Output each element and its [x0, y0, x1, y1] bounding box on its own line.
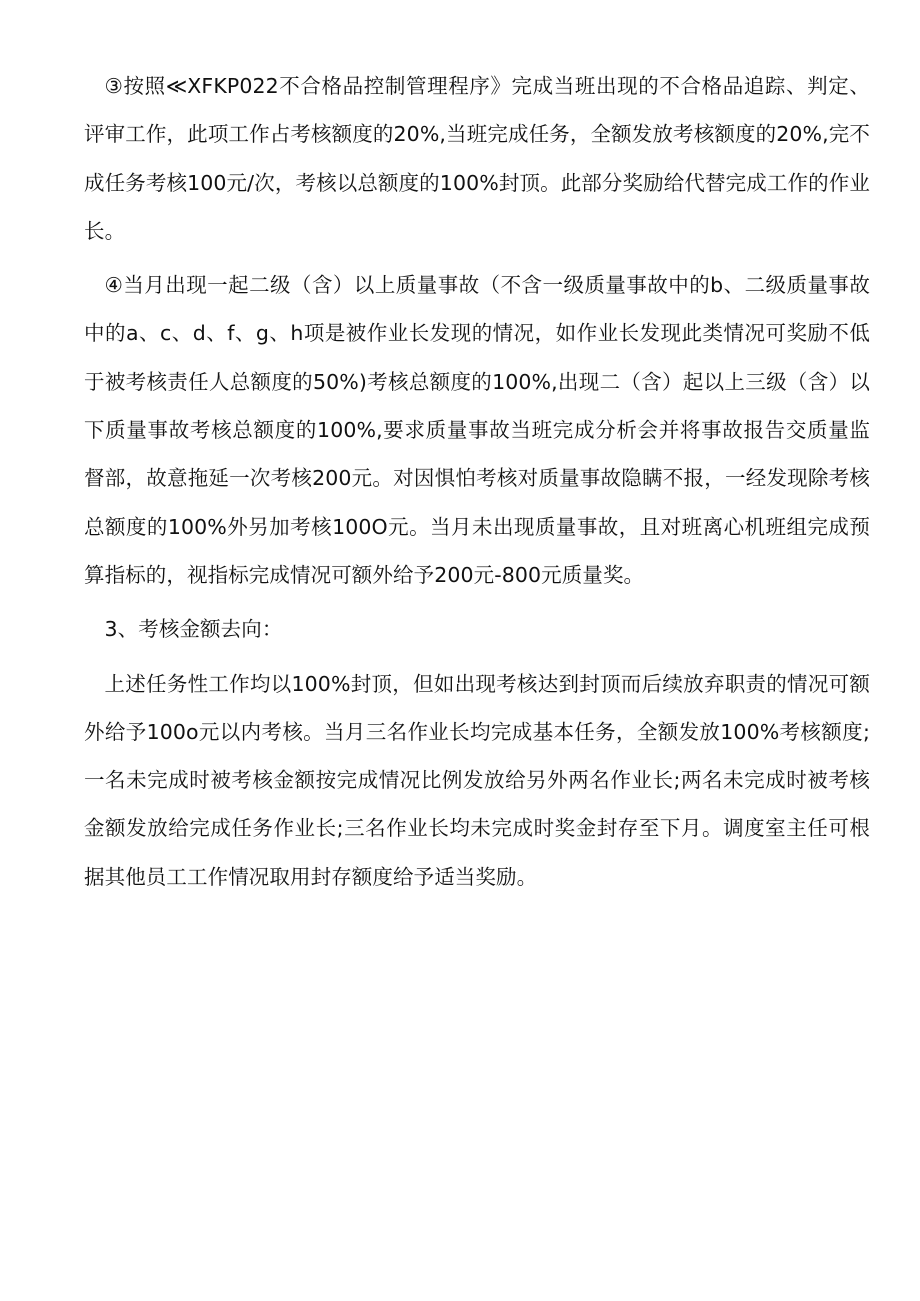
- document-page: [84, 62, 870, 901]
- section-heading: 3、考核金额去向：: [104, 617, 283, 642]
- paragraph-section-3-body: 上述任务性工作均以100%封顶，但如出现考核达到封顶而后续放弃职责的情况可额外给予100o元以内考核。当月三名作业长均完成基本任务，全额发放100%考核额度;一名未完成时被考核金额按完成情况比例发放给另外两名作业长;两名未完成时被考核金额发放给完成任务作业长;三名作业长均未完成时奖金封存至下月。调度室主任可根据其他员工工作情况取用封存额度给予适当奖励。: [84, 671, 870, 889]
- paragraph-item-3: ③按照≪XFKP022不合格品控制管理程序》完成当班出现的不合格品追踪、判定、评审工作，此项工作占考核额度的20%,当班完成任务，全额发放考核额度的20%,完不成任务考核100元/次，考核以总额度的100%封顶。此部分奖励给代替完成工作的作业长。: [84, 74, 870, 243]
- paragraph-item-4: ④当月出现一起二级（含）以上质量事故（不含一级质量事故中的b、二级质量事故中的a、c、d、f、g、h项是被作业长发现的情况，如作业长发现此类情况可奖励不低于被考核责任人总额度的50%)考核总额度的100%,出现二（含）起以上三级（含）以下质量事故考核总额度的100%,要求质量事故当班完成分析会并将事故报告交质量监督部，故意拖延一次考核200元。对因惧怕考核对质量事故隐瞒不报，一经发现除考核总额度的100%外另加考核100O元。当月未出现质量事故，且对班离心机班组完成预算指标的，视指标完成情况可额外给予200元-800元质量奖。: [84, 273, 870, 587]
